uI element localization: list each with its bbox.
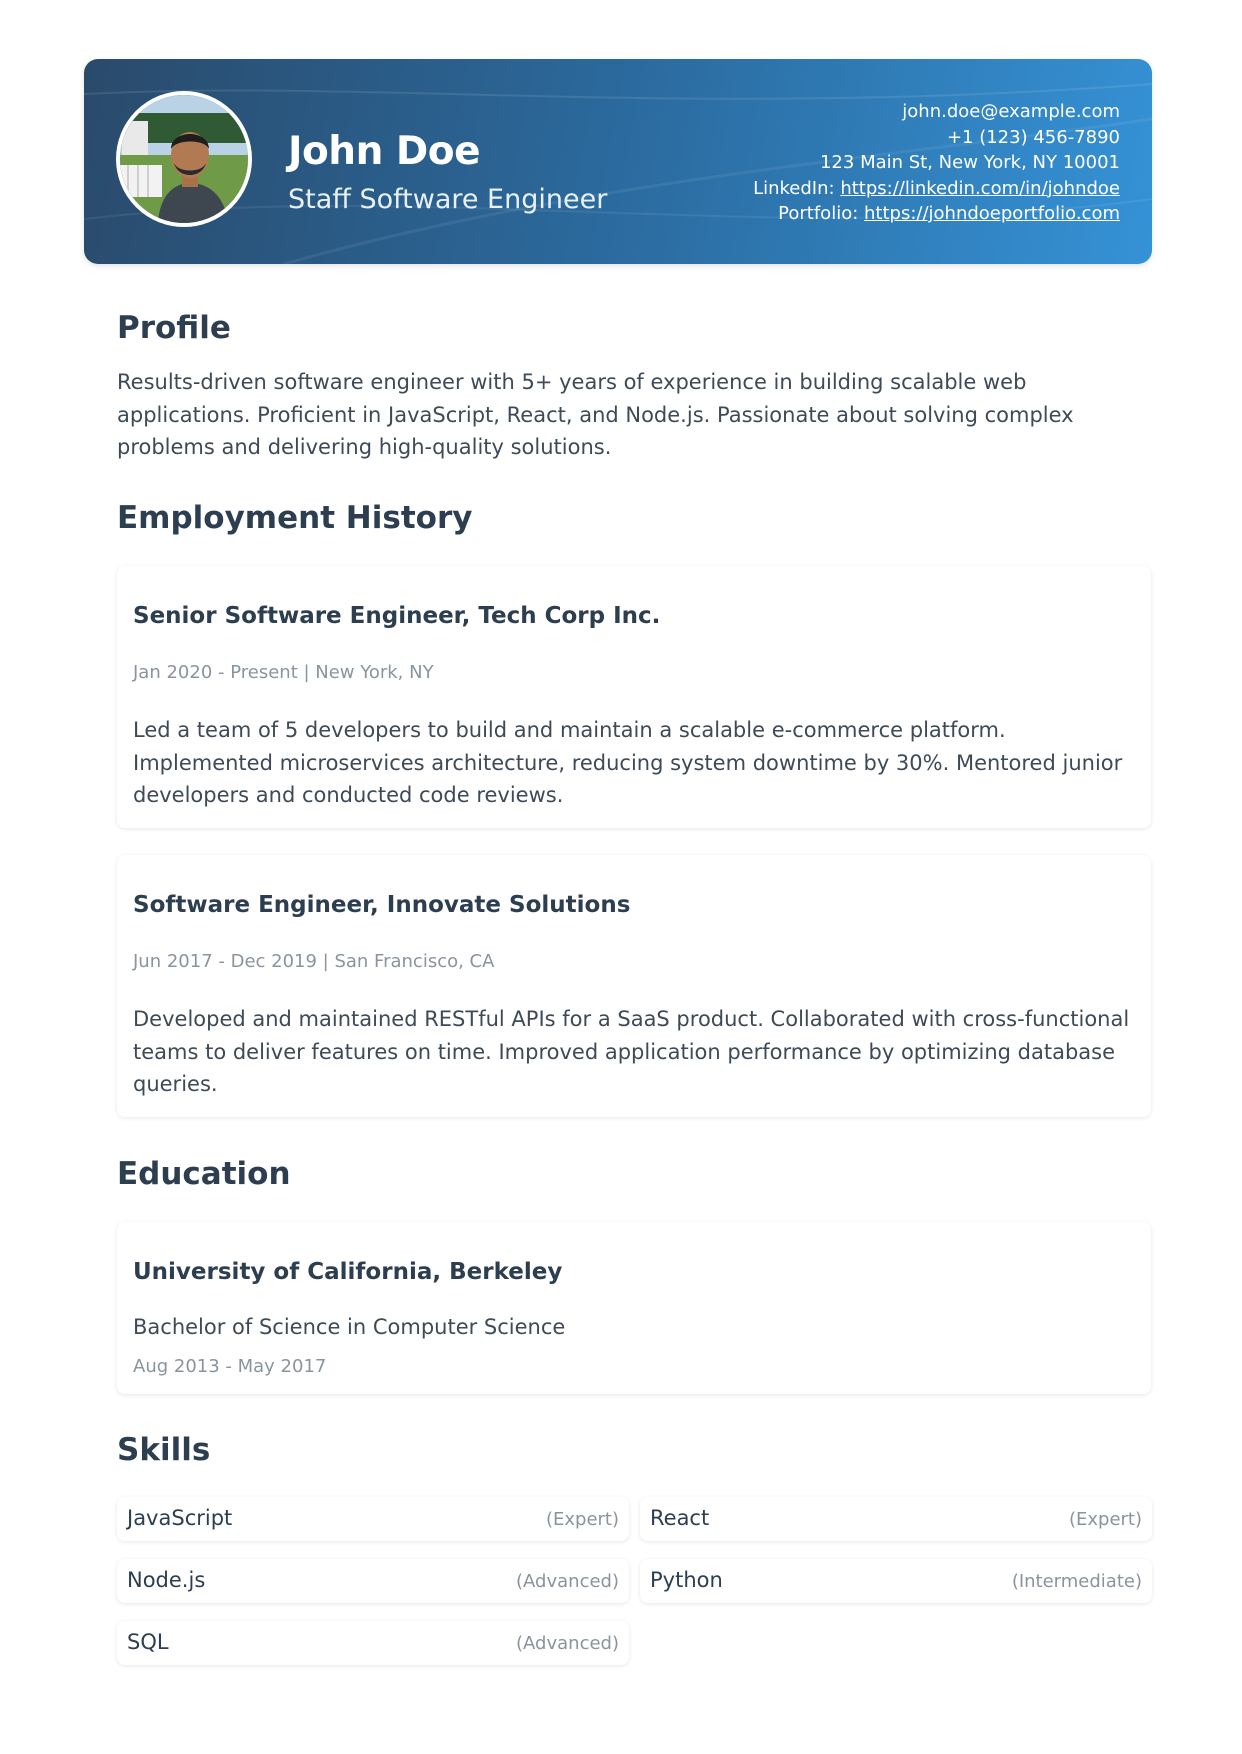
avatar-photo [120,95,248,223]
phone[interactable]: +1 (123) 456-7890 [946,126,1120,148]
job-meta: Jan 2020 - Present | New York, NY [133,662,434,683]
linkedin-row [753,176,1120,202]
skill-item [117,1497,629,1541]
skill-name: SQL [127,1630,169,1654]
education-dates: Aug 2013 - May 2017 [133,1356,327,1377]
education-heading: Education [117,1156,291,1192]
candidate-title: Staff Software Engineer [288,184,608,215]
skill-item [117,1559,629,1603]
skill-level: (Advanced) [516,1571,619,1592]
skill-name: Node.js [127,1568,206,1592]
job-title: Software Engineer, Innovate Solutions [133,892,631,918]
skill-name: JavaScript [127,1506,233,1530]
skill-level: (Intermediate) [1011,1571,1142,1592]
address: 123 Main St, New York, NY 10001 [819,152,1120,173]
linkedin-label: LinkedIn: [753,177,835,199]
resume-header [84,59,1152,264]
skill-name: React [650,1506,710,1530]
portfolio-link[interactable]: https://johndoeportfolio.com [864,203,1120,224]
school-name: University of California, Berkeley [133,1259,563,1285]
skill-level: (Expert) [1068,1509,1142,1530]
avatar [116,91,252,227]
email[interactable]: john.doe@example.com [902,101,1120,122]
job-card [117,566,1151,828]
portfolio-label: Portfolio: [778,203,859,224]
degree: Bachelor of Science in Computer Science [133,1315,566,1339]
portfolio-row [753,201,1120,227]
job-title: Senior Software Engineer, Tech Corp Inc. [133,603,661,629]
skill-level: (Expert) [545,1509,619,1530]
skills-heading: Skills [117,1432,211,1468]
employment-heading: Employment History [117,500,473,536]
profile-text: Results-driven software engineer with 5+ years of experience in building scalable web applications. Proficient in JavaScript, React, and Node.js. Passionate about solving complex problems and delivering high-quality solutions. [117,370,1074,459]
skill-level: (Advanced) [516,1633,619,1654]
job-card [117,855,1151,1117]
candidate-name: John Doe [288,129,481,174]
education-card [117,1222,1151,1394]
skill-name: Python [650,1568,723,1592]
job-description: Led a team of 5 developers to build and maintain a scalable e-commerce platform. Implemented microservices architecture, reducing system downtime by 30%. Mentored junior developers and conducted code reviews. [133,718,1123,807]
skill-item [640,1559,1152,1603]
linkedin-link[interactable]: https://linkedin.com/in/johndoe [840,177,1120,199]
job-meta: Jun 2017 - Dec 2019 | San Francisco, CA [133,951,495,972]
skill-item [117,1621,629,1665]
skill-item [640,1497,1152,1541]
contact-info [753,99,1120,227]
job-description: Developed and maintained RESTful APIs for a SaaS product. Collaborated with cross-functional teams to deliver features on time. Improved application performance by optimizing database queries. [133,1007,1130,1096]
profile-heading: Profile [117,310,231,346]
